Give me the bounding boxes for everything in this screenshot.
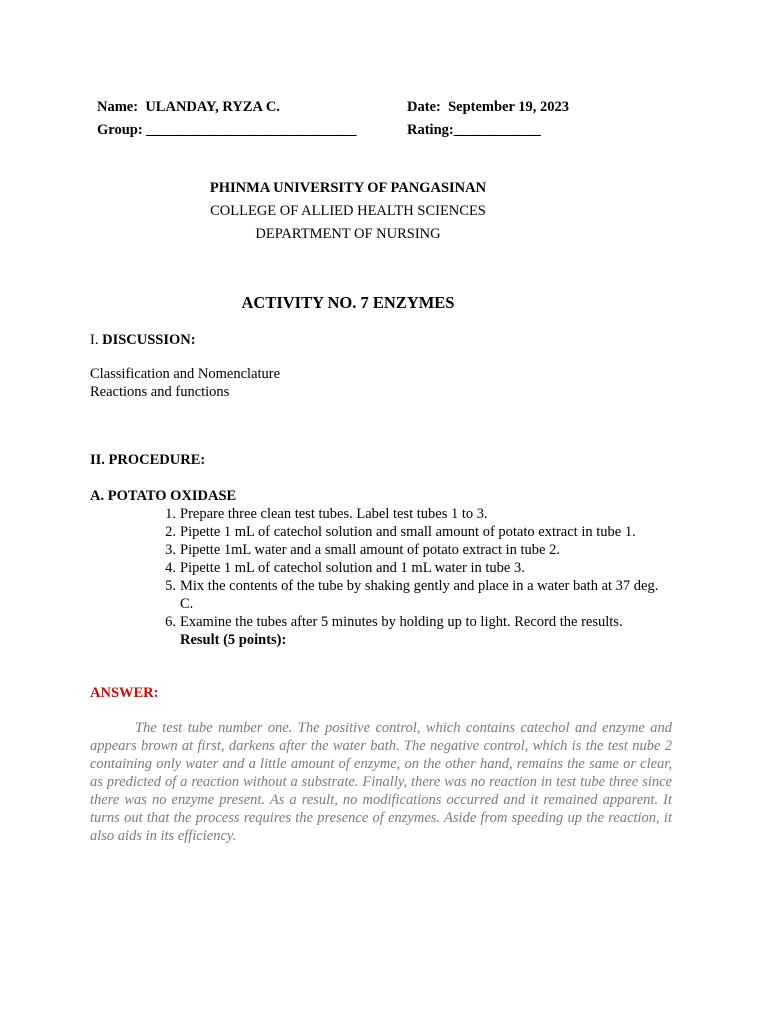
step-text: Examine the tubes after 5 minutes by holding up to light. Record the results. [180, 614, 623, 630]
procedure-step [165, 541, 662, 559]
name-label: Name: [97, 99, 139, 115]
procedure-step [165, 559, 662, 577]
group-blank: _____________________________ [146, 122, 357, 138]
rating-field [407, 121, 541, 139]
procedure-step [165, 523, 662, 541]
group-label: Group: [97, 122, 143, 138]
rating-label: Rating: [407, 122, 454, 138]
college-name: COLLEGE OF ALLIED HEALTH SCIENCES [210, 203, 486, 219]
procedure-heading: II. PROCEDURE: [90, 452, 206, 468]
step-number: 3. [165, 542, 176, 558]
discussion-item: Reactions and functions [90, 384, 230, 400]
rating-blank: ____________ [453, 122, 541, 138]
procedure-step [165, 577, 662, 613]
university-name: PHINMA UNIVERSITY OF PANGASINAN [209, 180, 487, 196]
date-field [407, 98, 569, 116]
step-text: Pipette 1 mL of catechol solution and small amount of potato extract in tube 1. [180, 524, 636, 540]
activity-title: ACTIVITY NO. 7 ENZYMES [241, 293, 455, 312]
name-field [97, 98, 280, 116]
step-number: 4. [165, 560, 176, 576]
answer-text: The test tube number one. The positive control, which contains catechol and enzyme and appears brown at first, darkens after the water bath. The negative control, which is the test nube 2 containing only water and a little amount of enzyme, on the other hand, remains the same or clear, as predicted of a reaction without a substrate. Finally, there was no reaction in test tube three since there was no enzyme present. As a result, no modifications occurred and it remained apparent. It turns out that the process requires the presence of enzymes. Aside from speeding up the reaction, it also aids in its efficiency. [90, 720, 672, 844]
date-label: Date: [407, 99, 441, 115]
department-name: DEPARTMENT OF NURSING [255, 226, 441, 242]
discussion-title: DISCUSSION: [102, 332, 196, 348]
step-text: Pipette 1mL water and a small amount of potato extract in tube 2. [180, 542, 560, 558]
step-text: Prepare three clean test tubes. Label test tubes 1 to 3. [180, 506, 488, 522]
group-field [97, 121, 357, 139]
step-number: 5. [165, 578, 176, 594]
name-value: ULANDAY, RYZA C. [145, 99, 280, 115]
step-text: Pipette 1 mL of catechol solution and 1 mL water in tube 3. [180, 560, 525, 576]
procedure-step [165, 505, 662, 523]
result-label: Result (5 points): [180, 632, 287, 648]
step-number: 6. [165, 614, 176, 630]
discussion-item: Classification and Nomenclature [90, 366, 281, 382]
discussion-heading [90, 331, 196, 349]
answer-label: ANSWER: [90, 685, 159, 701]
procedure-steps [165, 505, 662, 649]
procedure-step [165, 613, 662, 631]
date-value: September 19, 2023 [448, 99, 570, 115]
result-line [180, 631, 662, 649]
discussion-prefix: I. [90, 332, 99, 348]
step-number: 2. [165, 524, 176, 540]
potato-oxidase-heading: A. POTATO OXIDASE [90, 488, 237, 504]
step-number: 1. [165, 506, 176, 522]
step-text: Mix the contents of the tube by shaking gently and place in a water bath at 37 deg. C. [180, 578, 659, 612]
